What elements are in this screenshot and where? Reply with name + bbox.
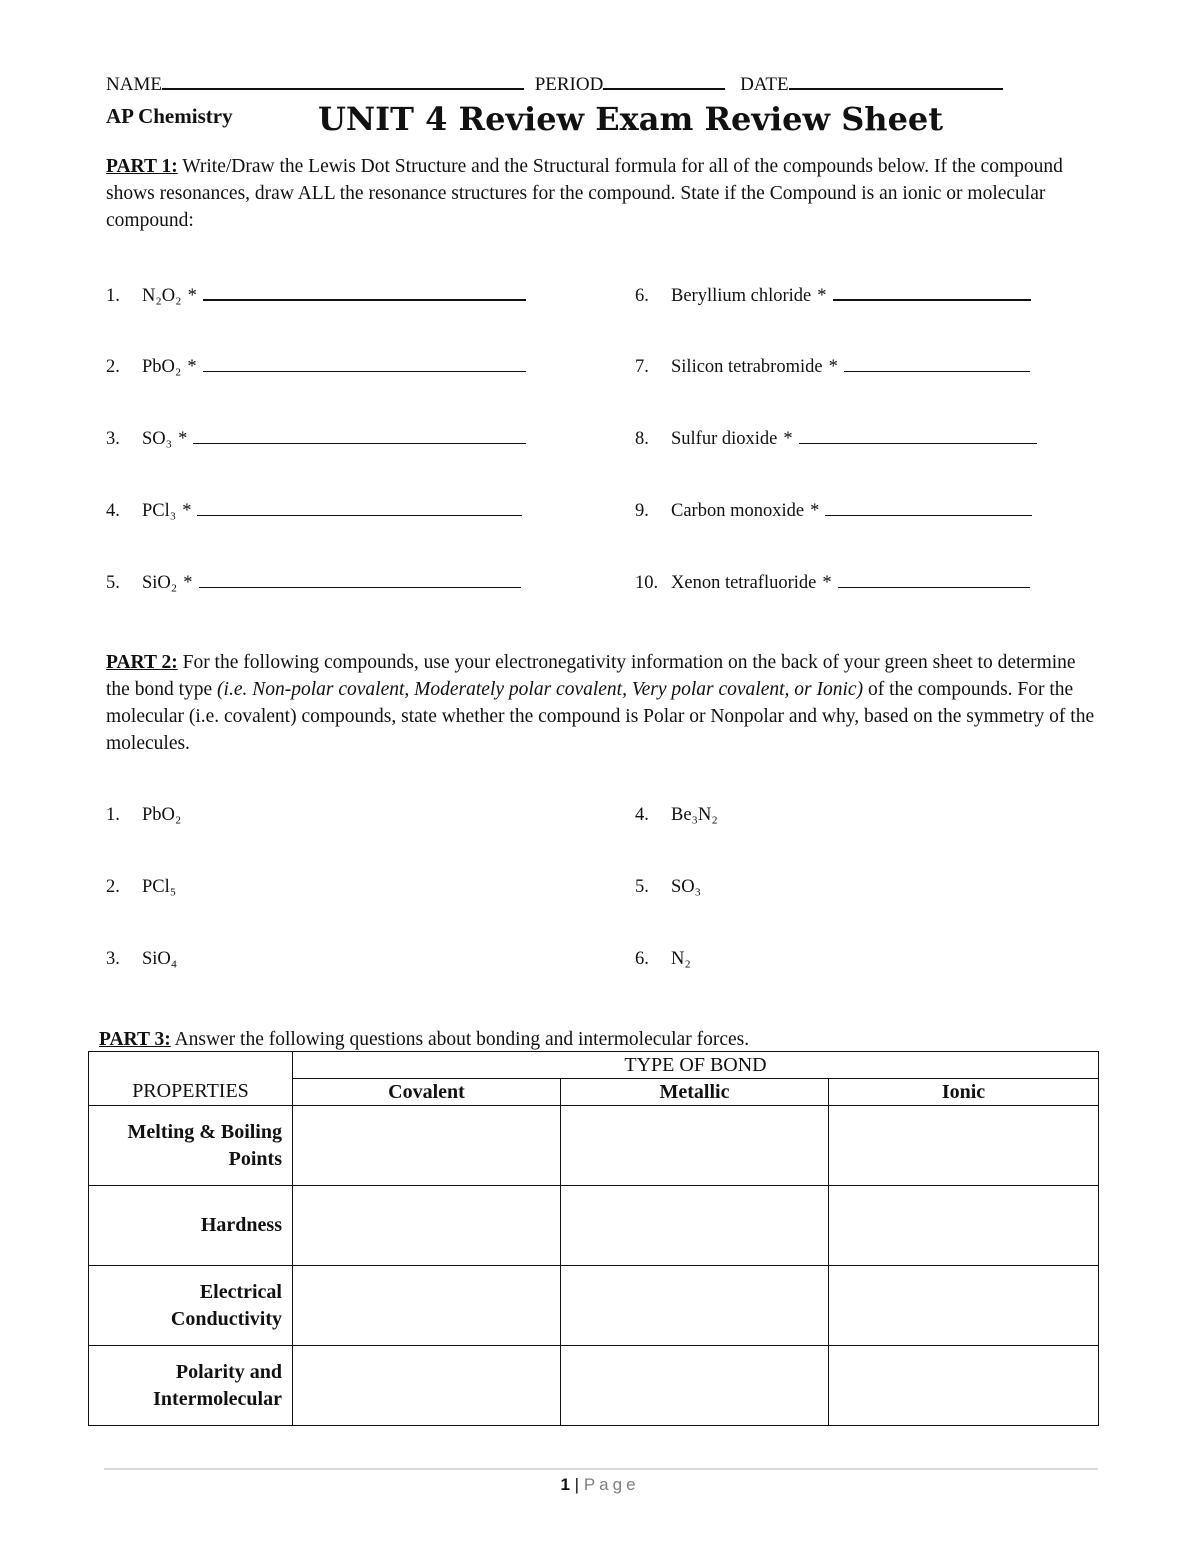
- question-number: 9.: [635, 501, 649, 521]
- question-number: 6.: [635, 286, 649, 306]
- answer-line[interactable]: [844, 355, 1030, 372]
- compound-name: N₂: [671, 949, 691, 969]
- answer-star: *: [810, 501, 820, 521]
- part1-question-item: [106, 571, 521, 594]
- question-number: 2.: [106, 877, 120, 897]
- part2-text-b: of the compounds. For the molecular (i.e. covalent) compounds, state whether the compound is Polar or Nonpolar and why, based on the symmetry of the molecules.: [106, 679, 1095, 754]
- footer-divider: [104, 1468, 1098, 1470]
- answer-cell[interactable]: [561, 1346, 829, 1426]
- answer-cell[interactable]: [293, 1106, 561, 1186]
- answer-cell[interactable]: [829, 1266, 1099, 1346]
- question-number: 4.: [635, 805, 649, 825]
- question-number: 1.: [106, 805, 120, 825]
- compound-name: Be₃N₂: [671, 805, 718, 825]
- date-field[interactable]: [789, 72, 1003, 90]
- table-row: [89, 1106, 1099, 1186]
- part2-question-item: [635, 805, 718, 826]
- column-header-metallic: Metallic: [561, 1079, 829, 1106]
- question-number: 3.: [106, 429, 120, 449]
- title-row: [106, 100, 944, 138]
- student-info-header: [106, 72, 1003, 96]
- compound-name: PbO₂: [142, 805, 182, 825]
- answer-line[interactable]: [197, 499, 522, 516]
- answer-line[interactable]: [833, 283, 1031, 301]
- part2-question-item: [635, 877, 701, 898]
- part1-question-item: [106, 355, 526, 378]
- answer-line[interactable]: [199, 571, 521, 588]
- compound-name: Beryllium chloride: [671, 286, 812, 306]
- answer-cell[interactable]: [829, 1106, 1099, 1186]
- properties-header: PROPERTIES: [89, 1052, 293, 1106]
- part1-question-item: [106, 427, 526, 450]
- part2-question-item: [635, 949, 691, 970]
- part2-text-italic: (i.e. Non-polar covalent, Moderately polar covalent, Very polar covalent, or Ionic): [217, 679, 864, 700]
- compound-name: Silicon tetrabromide: [671, 357, 823, 377]
- compound-name: Sulfur dioxide: [671, 429, 778, 449]
- period-field[interactable]: [603, 72, 725, 90]
- page-title: UNIT 4 Review Exam Review Sheet: [318, 100, 944, 138]
- answer-star: *: [178, 429, 188, 449]
- compound-name: PbO₂: [142, 357, 182, 377]
- answer-star: *: [187, 357, 197, 377]
- compound-name: SO₃: [142, 429, 173, 449]
- part2-question-item: [106, 877, 176, 898]
- column-header-ionic: Ionic: [829, 1079, 1099, 1106]
- answer-cell[interactable]: [561, 1266, 829, 1346]
- compound-name: SiO₂: [142, 573, 178, 593]
- compound-name: Carbon monoxide: [671, 501, 805, 521]
- question-number: 6.: [635, 949, 649, 969]
- compound-name: Xenon tetrafluoride: [671, 573, 817, 593]
- part3-instructions: [99, 1026, 1089, 1053]
- answer-line[interactable]: [825, 499, 1032, 516]
- page-number: 1: [560, 1475, 570, 1494]
- part1-question-item: [635, 283, 1031, 307]
- footer-separator: |: [574, 1475, 580, 1494]
- answer-star: *: [183, 573, 193, 593]
- compound-name: N₂O₂: [142, 286, 182, 306]
- question-number: 2.: [106, 357, 120, 377]
- question-number: 7.: [635, 357, 649, 377]
- answer-star: *: [817, 286, 827, 306]
- part1-question-item: [635, 499, 1032, 522]
- question-number: 3.: [106, 949, 120, 969]
- answer-cell[interactable]: [561, 1186, 829, 1266]
- answer-line[interactable]: [193, 427, 526, 444]
- compound-name: PCl₅: [142, 877, 177, 897]
- part2-question-item: [106, 805, 181, 826]
- answer-cell[interactable]: [293, 1266, 561, 1346]
- answer-star: *: [783, 429, 793, 449]
- question-number: 8.: [635, 429, 649, 449]
- property-label: Melting & Boiling Points: [89, 1106, 293, 1186]
- answer-star: *: [822, 573, 832, 593]
- part1-question-item: [635, 571, 1030, 594]
- page-label: Page: [583, 1475, 640, 1494]
- answer-cell[interactable]: [829, 1346, 1099, 1426]
- compound-name: SiO₄: [142, 949, 178, 969]
- part1-instructions: [106, 153, 1096, 234]
- answer-line[interactable]: [203, 283, 526, 301]
- bond-properties-table: [88, 1051, 1099, 1426]
- part1-question-item: [635, 427, 1037, 450]
- page-footer: [0, 1475, 1200, 1495]
- part1-question-item: [635, 355, 1030, 378]
- part1-question-item: [106, 283, 526, 307]
- part1-question-item: [106, 499, 522, 522]
- part1-text: Write/Draw the Lewis Dot Structure and the Structural formula for all of the compounds below. If the compound shows resonances, draw ALL the resonance structures for the compound. State if the Compound is an ionic or molecular compound:: [106, 156, 1063, 231]
- property-label: Polarity and Intermolecular: [89, 1346, 293, 1426]
- part1-heading: PART 1:: [106, 156, 178, 177]
- name-label: NAME: [106, 74, 162, 95]
- type-of-bond-header: TYPE OF BOND: [293, 1052, 1099, 1079]
- answer-line[interactable]: [838, 571, 1030, 588]
- table-row: [89, 1266, 1099, 1346]
- answer-line[interactable]: [799, 427, 1037, 444]
- part2-heading: PART 2:: [106, 652, 178, 673]
- answer-cell[interactable]: [293, 1346, 561, 1426]
- compound-name: SO₃: [671, 877, 702, 897]
- question-number: 5.: [106, 573, 120, 593]
- answer-cell[interactable]: [293, 1186, 561, 1266]
- part3-text: Answer the following questions about bonding and intermolecular forces.: [170, 1029, 750, 1050]
- part2-question-item: [106, 949, 177, 970]
- part2-text-a: For the following compounds, use your electronegativity information on the back of your green sheet to determine the bond type: [106, 652, 1076, 700]
- answer-star: *: [182, 501, 192, 521]
- property-label: Hardness: [89, 1186, 293, 1266]
- table-row: [89, 1346, 1099, 1426]
- question-number: 1.: [106, 286, 120, 306]
- answer-cell[interactable]: [829, 1186, 1099, 1266]
- compound-name: PCl₃: [142, 501, 177, 521]
- question-number: 10.: [635, 573, 659, 593]
- question-number: 5.: [635, 877, 649, 897]
- period-label: PERIOD: [534, 74, 604, 95]
- answer-star: *: [187, 286, 197, 306]
- answer-cell[interactable]: [561, 1106, 829, 1186]
- course-name: AP Chemistry: [106, 104, 233, 128]
- name-field[interactable]: [162, 72, 524, 90]
- question-number: 4.: [106, 501, 120, 521]
- date-label: DATE: [740, 74, 789, 95]
- part2-instructions: [106, 649, 1096, 757]
- answer-star: *: [828, 357, 838, 377]
- column-header-covalent: Covalent: [293, 1079, 561, 1106]
- table-row: [89, 1186, 1099, 1266]
- property-label: Electrical Conductivity: [89, 1266, 293, 1346]
- part3-heading: PART 3:: [99, 1029, 171, 1050]
- table-body: [89, 1106, 1099, 1426]
- answer-line[interactable]: [203, 355, 526, 372]
